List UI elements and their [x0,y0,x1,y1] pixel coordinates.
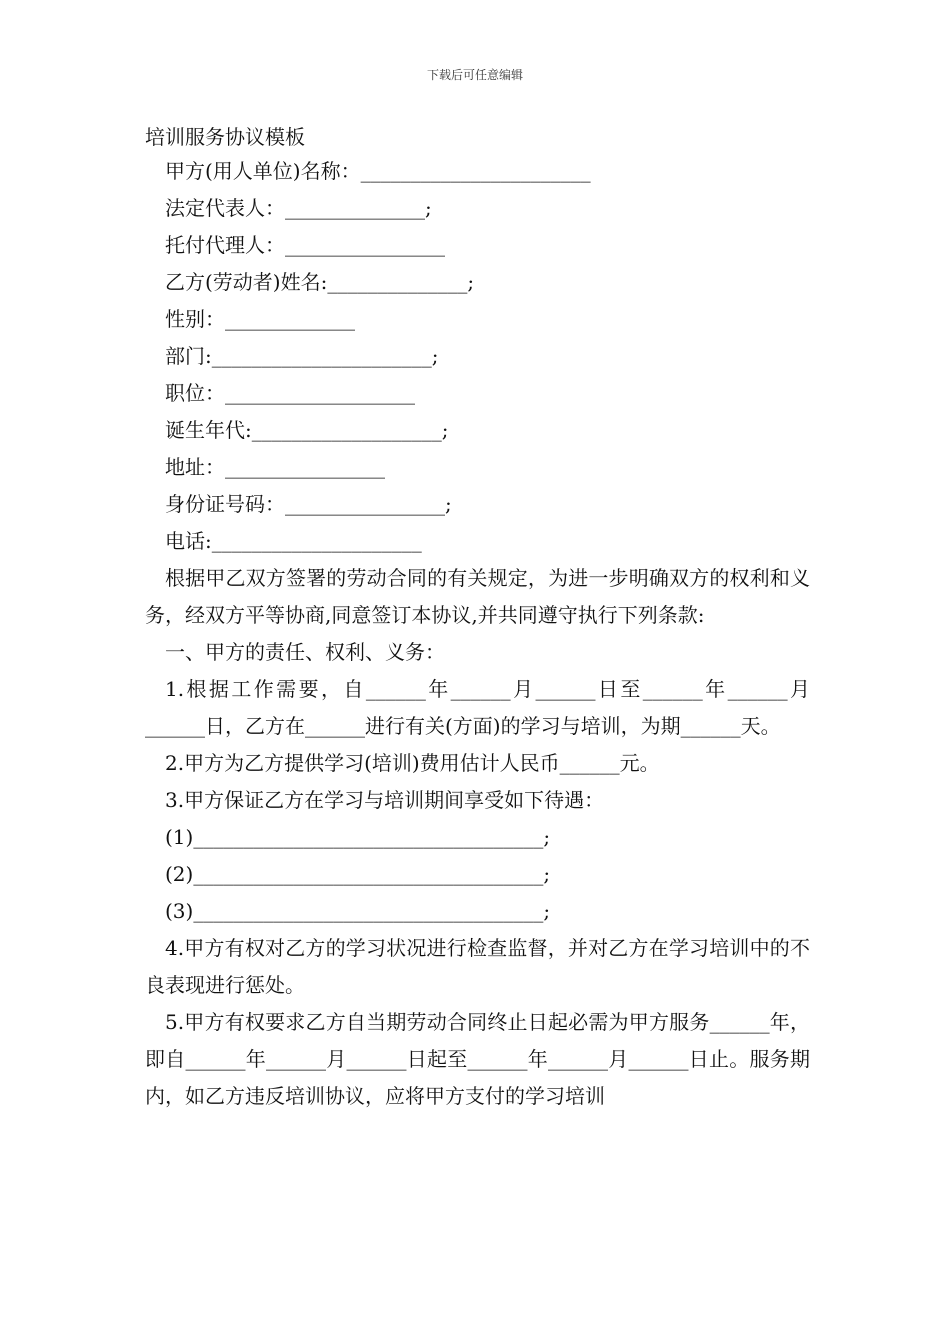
clause-3: 3.甲方保证乙方在学习与培训期间享受如下待遇： [165,788,605,812]
clause-5: 5.甲方有权要求乙方自当期劳动合同终止日起必需为甲方服务______年，即自______年______月______日起至______年______月______日止。服务期内，如乙方违反培训协议，应将甲方支付的学习培训 [145,1010,810,1108]
section-heading-party-a: 一、甲方的责任、权利、义务： [165,640,445,664]
benefit-item-1: (1)___________________________________; [165,825,551,849]
field-authorized-agent: 托付代理人：________________ [165,233,445,257]
field-department: 部门:______________________; [165,344,439,368]
page-header-note: 下载后可任意编辑 [426,68,523,82]
clause-4: 4.甲方有权对乙方的学习状况进行检查监督，并对乙方在学习培训中的不良表现进行惩处。 [145,936,810,997]
clause-1: 1.根据工作需要，自______年______月______日至______年______月______日，乙方在______进行有关(方面)的学习与培训，为期______天。 [145,677,810,738]
field-birth-date: 诞生年代:___________________; [165,418,449,442]
clause-2: 2.甲方为乙方提供学习(培训)费用估计人民币______元。 [165,751,660,775]
field-gender: 性别：_____________ [165,307,355,331]
field-id-number: 身份证号码：________________; [165,492,452,516]
document-title: 培训服务协议模板 [145,125,305,149]
intro-paragraph: 根据甲乙双方签署的劳动合同的有关规定，为进一步明确双方的权利和义务，经双方平等协商,同意签订本协议,并共同遵守执行下列条款: [145,566,810,627]
benefit-item-3: (3)___________________________________; [165,899,551,923]
benefit-item-2: (2)___________________________________; [165,862,551,886]
field-party-b-name: 乙方(劳动者)姓名:______________; [165,270,475,294]
field-legal-representative: 法定代表人：______________; [165,196,432,220]
field-phone: 电话:_____________________ [165,529,422,553]
document-body [145,121,810,1115]
field-position: 职位：___________________ [165,381,415,405]
field-party-a-name: 甲方(用人单位)名称：_______________________ [165,159,591,183]
field-address: 地址：________________ [165,455,385,479]
